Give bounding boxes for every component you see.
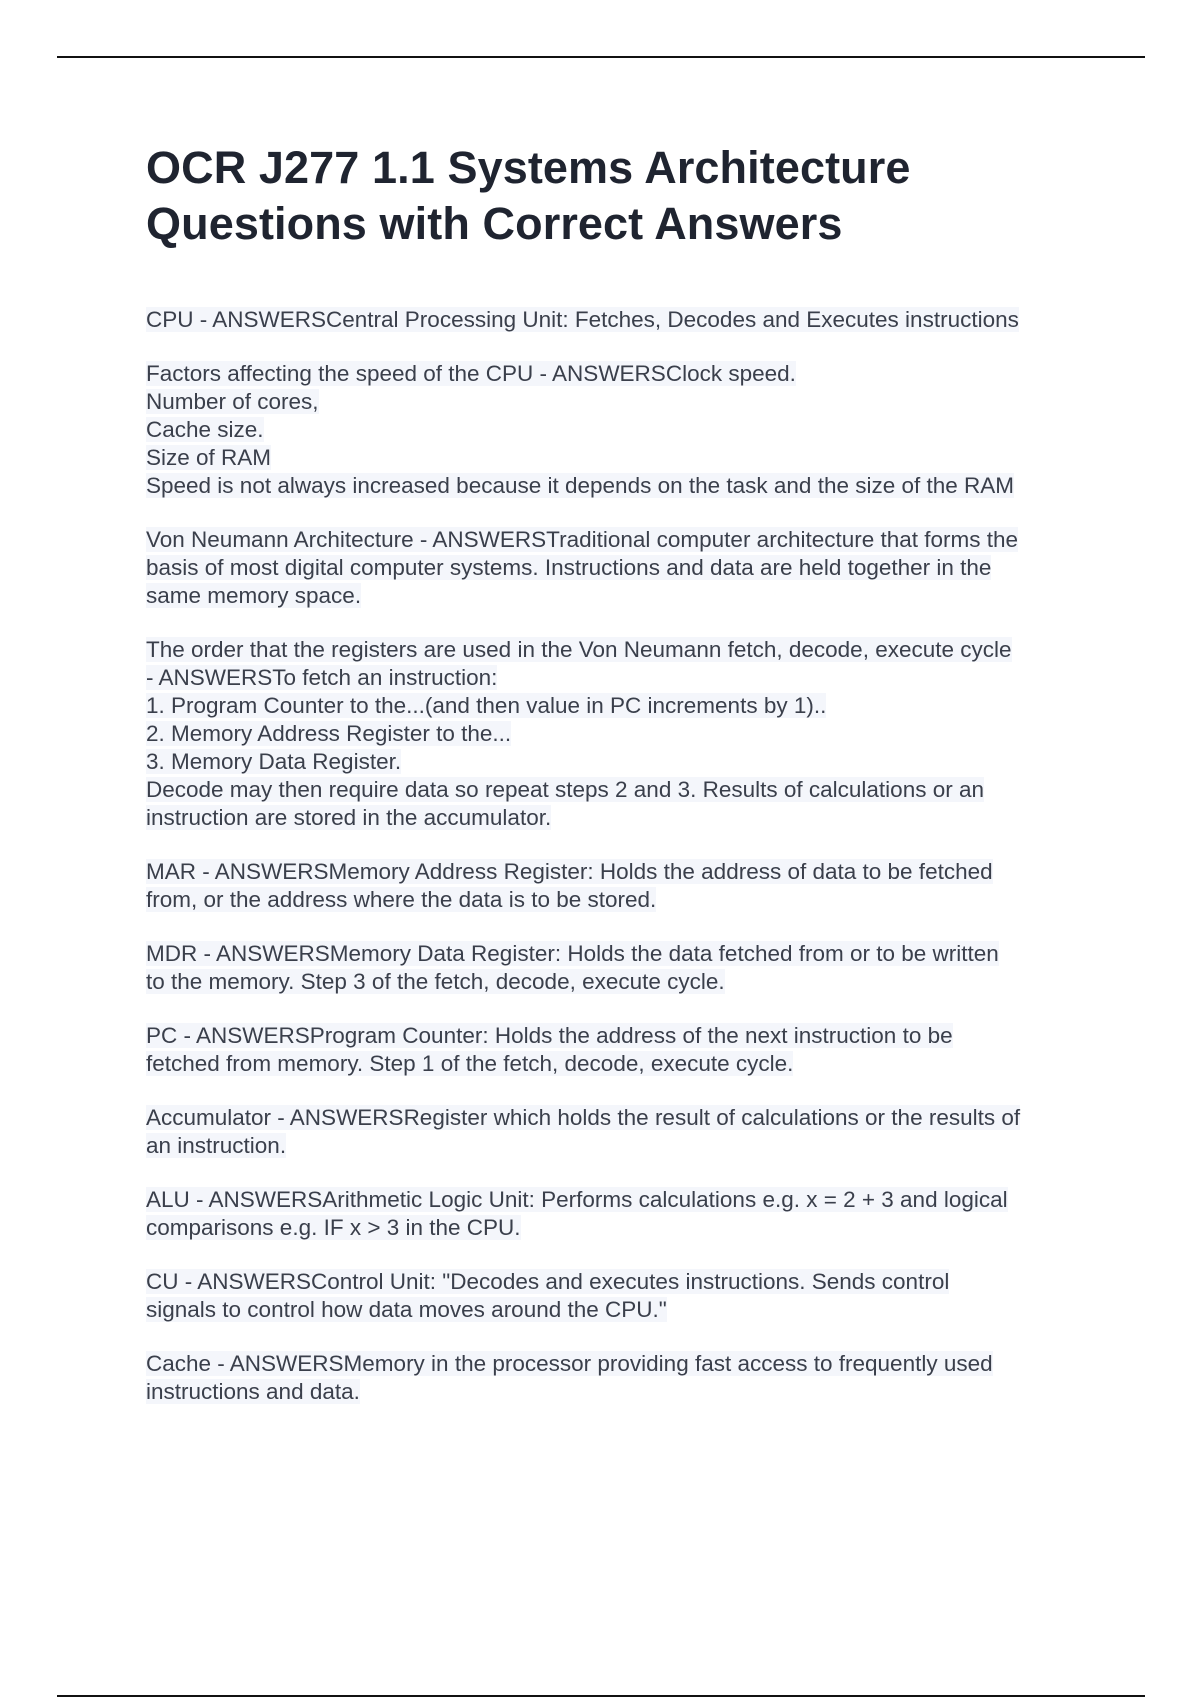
qa-line <box>146 472 1096 500</box>
qa-line-text: Decode may then require data so repeat steps 2 and 3. Results of calculations or an <box>146 777 984 802</box>
qa-item <box>146 360 1096 500</box>
document-body <box>146 140 1096 1432</box>
qa-item <box>146 940 1096 996</box>
qa-line <box>146 1132 1096 1160</box>
bottom-rule <box>57 1695 1145 1697</box>
qa-item <box>146 858 1096 914</box>
qa-item <box>146 1186 1096 1242</box>
qa-line-text: - ANSWERSTo fetch an instruction: <box>146 665 498 690</box>
qa-line-text: instructions and data. <box>146 1379 360 1404</box>
qa-line-text: an instruction. <box>146 1133 287 1158</box>
qa-line-text: basis of most digital computer systems. Instructions and data are held together in the <box>146 555 992 580</box>
qa-line-text: from, or the address where the data is to be stored. <box>146 887 657 912</box>
qa-line <box>146 582 1096 610</box>
qa-line <box>146 526 1096 554</box>
qa-line <box>146 444 1096 472</box>
qa-line <box>146 1214 1096 1242</box>
qa-line <box>146 692 1096 720</box>
qa-line <box>146 1296 1096 1324</box>
qa-line <box>146 886 1096 914</box>
qa-line-text: instruction are stored in the accumulator. <box>146 805 552 830</box>
qa-line-text: Factors affecting the speed of the CPU - ANSWERSClock speed. <box>146 361 796 386</box>
qa-line <box>146 720 1096 748</box>
qa-line-text: Cache size. <box>146 417 264 442</box>
qa-line <box>146 1022 1096 1050</box>
qa-item <box>146 1104 1096 1160</box>
qa-line-text: Von Neumann Architecture - ANSWERSTraditional computer architecture that forms the <box>146 527 1019 552</box>
qa-line <box>146 388 1096 416</box>
qa-line <box>146 776 1096 804</box>
qa-line-text: 2. Memory Address Register to the... <box>146 721 512 746</box>
qa-line-text: Number of cores, <box>146 389 319 414</box>
document-title <box>146 140 1096 252</box>
qa-item <box>146 1022 1096 1078</box>
qa-list <box>146 306 1096 1406</box>
qa-line <box>146 748 1096 776</box>
qa-line <box>146 554 1096 582</box>
qa-line-text: same memory space. <box>146 583 362 608</box>
qa-line-text: Accumulator - ANSWERSRegister which holds the result of calculations or the results of <box>146 1105 1021 1130</box>
qa-line <box>146 636 1096 664</box>
qa-line <box>146 664 1096 692</box>
qa-line-text: 3. Memory Data Register. <box>146 749 402 774</box>
qa-line-text: to the memory. Step 3 of the fetch, decode, execute cycle. <box>146 969 725 994</box>
qa-line <box>146 360 1096 388</box>
qa-line-text: Size of RAM <box>146 445 272 470</box>
qa-line <box>146 306 1096 334</box>
qa-line-text: Speed is not always increased because it depends on the task and the size of the RAM <box>146 473 1015 498</box>
qa-line <box>146 1050 1096 1078</box>
qa-line <box>146 940 1096 968</box>
qa-item <box>146 306 1096 334</box>
qa-line <box>146 1104 1096 1132</box>
qa-line <box>146 1186 1096 1214</box>
qa-item <box>146 1268 1096 1324</box>
qa-line <box>146 416 1096 444</box>
qa-line <box>146 1378 1096 1406</box>
qa-line-text: CPU - ANSWERSCentral Processing Unit: Fetches, Decodes and Executes instructions <box>146 307 1019 332</box>
qa-line-text: PC - ANSWERSProgram Counter: Holds the address of the next instruction to be <box>146 1023 953 1048</box>
qa-line <box>146 1268 1096 1296</box>
qa-line-text: Cache - ANSWERSMemory in the processor providing fast access to frequently used <box>146 1351 993 1376</box>
title-line-1: OCR J277 1.1 Systems Architecture <box>146 142 911 193</box>
qa-line <box>146 804 1096 832</box>
qa-line-text: 1. Program Counter to the...(and then value in PC increments by 1).. <box>146 693 827 718</box>
qa-line-text: CU - ANSWERSControl Unit: "Decodes and executes instructions. Sends control <box>146 1269 950 1294</box>
qa-line <box>146 968 1096 996</box>
qa-item <box>146 526 1096 610</box>
qa-line-text: MAR - ANSWERSMemory Address Register: Holds the address of data to be fetched <box>146 859 993 884</box>
qa-item <box>146 636 1096 832</box>
qa-line-text: comparisons e.g. IF x > 3 in the CPU. <box>146 1215 521 1240</box>
qa-line-text: ALU - ANSWERSArithmetic Logic Unit: Performs calculations e.g. x = 2 + 3 and logical <box>146 1187 1008 1212</box>
qa-line-text: The order that the registers are used in the Von Neumann fetch, decode, execute cycle <box>146 637 1012 662</box>
qa-line-text: signals to control how data moves around the CPU." <box>146 1297 667 1322</box>
qa-line-text: MDR - ANSWERSMemory Data Register: Holds the data fetched from or to be written <box>146 941 999 966</box>
title-line-2: Questions with Correct Answers <box>146 198 843 249</box>
qa-line-text: fetched from memory. Step 1 of the fetch, decode, execute cycle. <box>146 1051 794 1076</box>
qa-line <box>146 858 1096 886</box>
top-rule <box>57 56 1145 58</box>
qa-line <box>146 1350 1096 1378</box>
qa-item <box>146 1350 1096 1406</box>
